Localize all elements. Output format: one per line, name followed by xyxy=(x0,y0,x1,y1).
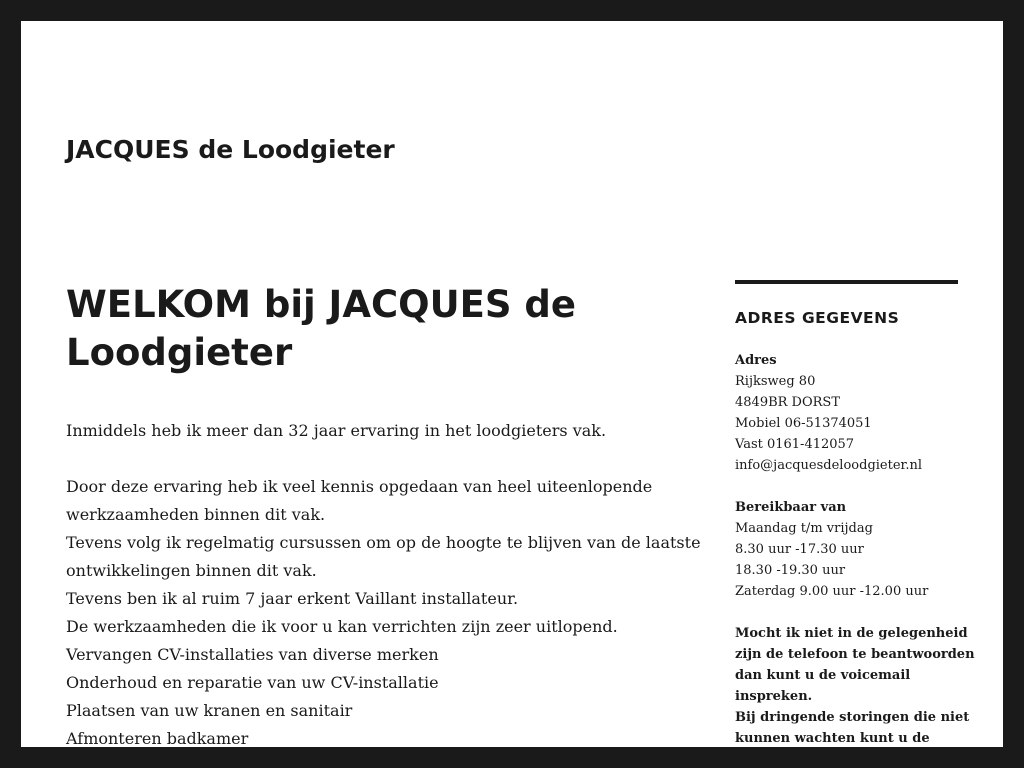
body-paragraph xyxy=(66,473,701,747)
body-line: ontwikkelingen binnen dit vak. xyxy=(66,561,317,580)
note-line: Bij dringende storingen die niet xyxy=(735,710,970,725)
main-content xyxy=(66,281,701,747)
note-line: dan kunt u de voicemail xyxy=(735,668,911,683)
body-line: Tevens volg ik regelmatig cursussen om op de hoogte te blijven van de laatste xyxy=(66,533,701,552)
site-title-link[interactable]: JACQUES de Loodgieter xyxy=(66,135,395,164)
entry-content xyxy=(66,417,701,747)
sidebar xyxy=(735,280,975,747)
phone-number: Vast 0161-412057 xyxy=(735,437,855,452)
note-line: zijn de telefoon te beantwoorden xyxy=(735,647,975,662)
page-title: WELKOM bij JACQUES de Loodgieter xyxy=(66,283,576,374)
widget-divider xyxy=(735,280,958,284)
body-line: Door deze ervaring heb ik veel kennis opgedaan van heel uiteenlopende xyxy=(66,477,653,496)
hours-heading: Bereikbaar van xyxy=(735,500,847,515)
hours-saturday: Zaterdag 9.00 uur -12.00 uur xyxy=(735,584,929,599)
address-heading: Adres xyxy=(735,353,777,368)
widget-body xyxy=(735,350,975,747)
service-item: Afmonteren badkamer xyxy=(66,729,249,747)
note-line: kunnen wachten kunt u de xyxy=(735,731,930,746)
body-line: werkzaamheden binnen dit vak. xyxy=(66,505,326,524)
widget-title: ADRES GEGEVENS xyxy=(735,309,900,327)
intro-paragraph: Inmiddels heb ik meer dan 32 jaar ervaring in het loodgieters vak. xyxy=(66,421,607,440)
hours-slot: 18.30 -19.30 uur xyxy=(735,563,846,578)
mobile-number: Mobiel 06-51374051 xyxy=(735,416,872,431)
note-line: Mocht ik niet in de gelegenheid xyxy=(735,626,968,641)
note-line: inspreken. xyxy=(735,689,813,704)
hours-slot: 8.30 uur -17.30 uur xyxy=(735,542,864,557)
address-city: 4849BR DORST xyxy=(735,395,841,410)
address-street: Rijksweg 80 xyxy=(735,374,816,389)
voicemail-note xyxy=(735,623,975,747)
page xyxy=(21,21,1003,747)
email-address: info@jacquesdeloodgieter.nl xyxy=(735,458,922,473)
service-item: Vervangen CV-installaties van diverse merken xyxy=(66,645,439,664)
hours-days: Maandag t/m vrijdag xyxy=(735,521,873,536)
hours-block xyxy=(735,497,958,602)
service-item: Onderhoud en reparatie van uw CV-installatie xyxy=(66,673,439,692)
service-item: Plaatsen van uw kranen en sanitair xyxy=(66,701,353,720)
body-line: Tevens ben ik al ruim 7 jaar erkent Vaillant installateur. xyxy=(66,589,519,608)
address-block xyxy=(735,350,958,476)
body-line: De werkzaamheden die ik voor u kan verrichten zijn zeer uitlopend. xyxy=(66,617,618,636)
